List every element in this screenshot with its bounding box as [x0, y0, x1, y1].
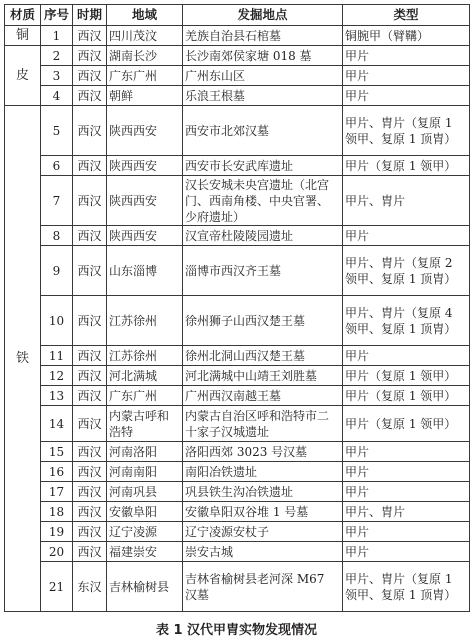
cell-period: 东汉 [73, 562, 107, 612]
cell-period: 西汉 [73, 176, 107, 226]
cell-site: 洛阳西郊 3023 号汉墓 [183, 442, 343, 462]
header-period: 时期 [73, 5, 107, 26]
cell-period: 西汉 [73, 542, 107, 562]
cell-site: 徐州狮子山西汉楚王墓 [183, 296, 343, 346]
table-caption: 表 1 汉代甲胄实物发现情况 [155, 623, 318, 638]
cell-region: 陕西西安 [107, 176, 183, 226]
cell-number: 3 [41, 66, 73, 86]
table-row [5, 542, 470, 562]
table-row [5, 66, 470, 86]
cell-number: 8 [41, 226, 73, 246]
cell-region: 河南洛阳 [107, 442, 183, 462]
cell-number: 4 [41, 86, 73, 106]
table-row [5, 386, 470, 406]
table-row [5, 296, 470, 346]
table-row [5, 462, 470, 482]
cell-region: 广东广州 [107, 386, 183, 406]
table-row [5, 482, 470, 502]
cell-region: 辽宁凌源 [107, 522, 183, 542]
cell-number: 16 [41, 462, 73, 482]
cell-number: 18 [41, 502, 73, 522]
cell-period: 西汉 [73, 386, 107, 406]
cell-type: 甲片 [343, 86, 470, 106]
cell-site: 辽宁凌源安杖子 [183, 522, 343, 542]
cell-site: 广州西汉南越王墓 [183, 386, 343, 406]
cell-site: 汉长安城未央宫遗址（北宫门、西南角楼、中央官署、少府遗址） [183, 176, 343, 226]
table-row [5, 366, 470, 386]
material-cell: 铜 [5, 26, 41, 46]
cell-site: 南阳冶铁遗址 [183, 462, 343, 482]
header-type: 类型 [343, 5, 470, 26]
cell-number: 13 [41, 386, 73, 406]
cell-region: 安徽阜阳 [107, 502, 183, 522]
cell-type: 甲片、胄片（复原 1 领甲、复原 1 顶胄） [343, 106, 470, 156]
cell-number: 19 [41, 522, 73, 542]
cell-number: 1 [41, 26, 73, 46]
cell-period: 西汉 [73, 442, 107, 462]
cell-number: 6 [41, 156, 73, 176]
header-site: 发掘地点 [183, 5, 343, 26]
cell-region: 朝鲜 [107, 86, 183, 106]
table-row [5, 106, 470, 156]
cell-period: 西汉 [73, 366, 107, 386]
cell-type: 甲片 [343, 46, 470, 66]
cell-type: 甲片（复原 1 领甲） [343, 406, 470, 442]
cell-region: 山东淄博 [107, 246, 183, 296]
cell-period: 西汉 [73, 106, 107, 156]
table-row [5, 246, 470, 296]
cell-number: 14 [41, 406, 73, 442]
cell-site: 广州东山区 [183, 66, 343, 86]
cell-period: 西汉 [73, 482, 107, 502]
cell-period: 西汉 [73, 502, 107, 522]
cell-region: 内蒙古呼和浩特 [107, 406, 183, 442]
material-cell: 皮 [5, 46, 41, 106]
cell-period: 西汉 [73, 246, 107, 296]
table-row [5, 522, 470, 542]
cell-number: 2 [41, 46, 73, 66]
artifact-table [4, 4, 470, 612]
cell-number: 10 [41, 296, 73, 346]
table-row [5, 442, 470, 462]
cell-period: 西汉 [73, 522, 107, 542]
cell-number: 21 [41, 562, 73, 612]
cell-site: 西安市北郊汉墓 [183, 106, 343, 156]
cell-site: 河北满城中山靖王刘胜墓 [183, 366, 343, 386]
cell-region: 四川茂汶 [107, 26, 183, 46]
cell-type: 甲片（复原 1 领甲） [343, 156, 470, 176]
cell-number: 17 [41, 482, 73, 502]
table-row [5, 156, 470, 176]
material-cell: 铁 [5, 106, 41, 612]
cell-type: 甲片 [343, 542, 470, 562]
cell-number: 7 [41, 176, 73, 226]
table-container [4, 4, 469, 612]
cell-site: 徐州北洞山西汉楚王墓 [183, 346, 343, 366]
table-row [5, 86, 470, 106]
cell-region: 吉林榆树县 [107, 562, 183, 612]
table-row [5, 406, 470, 442]
cell-number: 5 [41, 106, 73, 156]
table-row [5, 176, 470, 226]
cell-type: 甲片 [343, 66, 470, 86]
cell-region: 陕西西安 [107, 106, 183, 156]
table-row [5, 502, 470, 522]
cell-period: 西汉 [73, 346, 107, 366]
header-row [5, 5, 470, 26]
table-row [5, 26, 470, 46]
cell-type: 甲片 [343, 442, 470, 462]
header-number: 序号 [41, 5, 73, 26]
cell-type: 甲片 [343, 226, 470, 246]
cell-site: 内蒙古自治区呼和浩特市二十家子汉城遗址 [183, 406, 343, 442]
cell-number: 12 [41, 366, 73, 386]
cell-type: 甲片、胄片（复原 1 领甲、复原 1 顶胄） [343, 562, 470, 612]
cell-type: 甲片、胄片 [343, 176, 470, 226]
cell-type: 甲片（复原 1 领甲） [343, 386, 470, 406]
cell-period: 西汉 [73, 26, 107, 46]
cell-site: 吉林省榆树县老河深 M67 汉墓 [183, 562, 343, 612]
cell-type: 甲片 [343, 482, 470, 502]
table-row [5, 46, 470, 66]
cell-site: 长沙南郊侯家塘 018 墓 [183, 46, 343, 66]
cell-number: 20 [41, 542, 73, 562]
header-region: 地域 [107, 5, 183, 26]
cell-type: 甲片 [343, 462, 470, 482]
cell-type: 甲片（复原 1 领甲） [343, 366, 470, 386]
table-row [5, 226, 470, 246]
cell-period: 西汉 [73, 46, 107, 66]
cell-type: 甲片、胄片（复原 2 领甲、复原 1 顶胄） [343, 246, 470, 296]
cell-site: 淄博市西汉齐王墓 [183, 246, 343, 296]
cell-site: 乐浪王根墓 [183, 86, 343, 106]
cell-period: 西汉 [73, 462, 107, 482]
cell-region: 河南巩县 [107, 482, 183, 502]
cell-region: 江苏徐州 [107, 296, 183, 346]
cell-period: 西汉 [73, 406, 107, 442]
cell-region: 陕西西安 [107, 156, 183, 176]
cell-region: 江苏徐州 [107, 346, 183, 366]
cell-period: 西汉 [73, 296, 107, 346]
table-row [5, 562, 470, 612]
cell-site: 巩县铁生沟冶铁遗址 [183, 482, 343, 502]
cell-site: 西安市长安武库遗址 [183, 156, 343, 176]
cell-region: 湖南长沙 [107, 46, 183, 66]
cell-type: 甲片、胄片 [343, 502, 470, 522]
cell-type: 甲片 [343, 522, 470, 542]
cell-region: 福建崇安 [107, 542, 183, 562]
cell-period: 西汉 [73, 226, 107, 246]
cell-site: 安徽阜阳双谷堆 1 号墓 [183, 502, 343, 522]
cell-type: 甲片、胄片（复原 4 领甲、复原 1 顶胄） [343, 296, 470, 346]
cell-type: 甲片 [343, 346, 470, 366]
cell-period: 西汉 [73, 66, 107, 86]
cell-region: 广东广州 [107, 66, 183, 86]
header-material: 材质 [5, 5, 41, 26]
cell-type: 铜腕甲（臂鞲） [343, 26, 470, 46]
cell-site: 羌族自治县石棺墓 [183, 26, 343, 46]
cell-region: 河南南阳 [107, 462, 183, 482]
cell-number: 9 [41, 246, 73, 296]
cell-region: 陕西西安 [107, 226, 183, 246]
cell-site: 崇安古城 [183, 542, 343, 562]
cell-number: 11 [41, 346, 73, 366]
cell-region: 河北满城 [107, 366, 183, 386]
cell-number: 15 [41, 442, 73, 462]
cell-period: 西汉 [73, 156, 107, 176]
table-row [5, 346, 470, 366]
cell-site: 汉宣帝杜陵陵园遗址 [183, 226, 343, 246]
cell-period: 西汉 [73, 86, 107, 106]
